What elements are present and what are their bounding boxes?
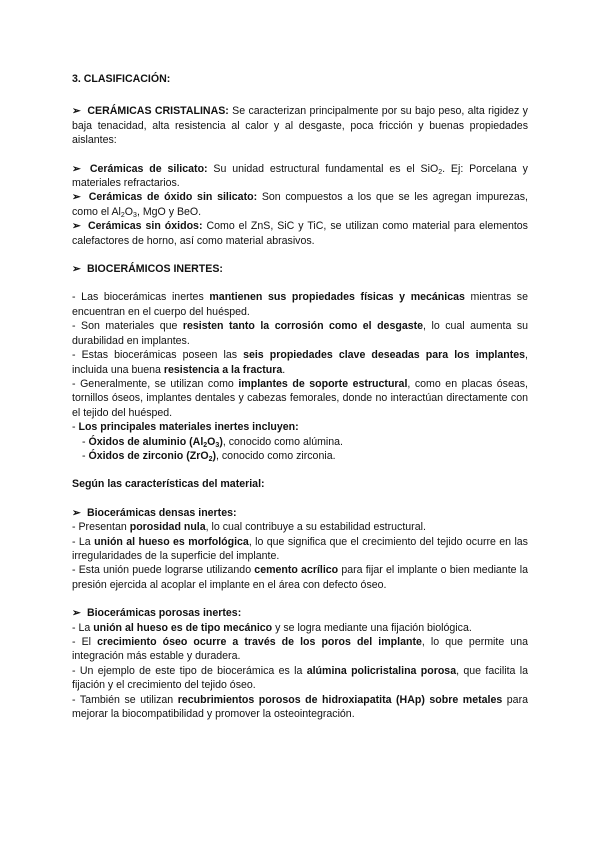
sin-oxidos-item: ➢ Cerámicas sin óxidos: Como el ZnS, SiC y TiC, se utilizan como material para elementos calefactores de horno, así como material abrasivos. <box>72 220 528 247</box>
document-page <box>72 72 528 721</box>
arrow-bullet-icon: ➢ <box>72 607 81 620</box>
bioinertes-p1: - Las biocerámicas inertes mantienen sus propiedades físicas y mecánicas mientras se encuentran en el cuerpo del huésped. <box>72 291 528 318</box>
porosas-title: ➢ Biocerámicas porosas inertes: <box>72 607 242 620</box>
arrow-bullet-icon: ➢ <box>72 506 81 519</box>
cristalinas-paragraph: ➢ CERÁMICAS CRISTALINAS: Se caracterizan principalmente por su bajo peso, alta rigidez y baja tenacidad, alta resistencia al calor y al desgaste, poca fricción y buenas propiedades aislantes: <box>72 105 528 147</box>
arrow-bullet-icon: ➢ <box>72 191 81 204</box>
porosas-p4: - También se utilizan recubrimientos porosos de hidroxiapatita (HAp) sobre metales para mejorar la biocompatibilidad y promover la osteointegración. <box>72 693 528 721</box>
segun-heading: Según las características del material: <box>72 478 265 491</box>
bioinertes-p4: - Generalmente, se utilizan como implantes de soporte estructural, como en placas óseas, tornillos óseos, implantes dentales y cabezas femorales, donde no interactúan directamente con el tejido del huésped. <box>72 377 529 419</box>
bioinertes-p5: - Los principales materiales inertes incluyen: <box>72 421 299 434</box>
list-item-alumina: - Óxidos de aluminio $(Al_2O_3)$, conocido como alúmina. <box>82 435 343 449</box>
arrow-bullet-icon: ➢ <box>72 105 81 118</box>
porosas-p1: - La unión al hueso es de tipo mecánico y se logra mediante una fijación biológica. <box>72 621 472 634</box>
section-title: 3. CLASIFICACIÓN: <box>72 73 171 85</box>
list-item-zirconia: - Óxidos de zirconio (ZrO$_2$), conocido como zirconia. <box>82 449 336 463</box>
densas-p2: - La unión al hueso es morfológica, lo que significa que el crecimiento del tejido ocurre en las irregularidades de la superficie del implante. <box>72 535 528 562</box>
oxido-item: ➢ Cerámicas de óxido sin silicato: Son compuestos a los que se les agregan impurezas, como el $Al_2O_3$, MgO y BeO. <box>72 191 528 219</box>
densas-title: ➢ Biocerámicas densas inertes: <box>72 506 237 519</box>
bioinertes-title: ➢ BIOCERÁMICOS INERTES: <box>72 263 223 276</box>
cristalinas-title: CERÁMICAS CRISTALINAS: <box>87 105 229 118</box>
silicato-item: ➢ Cerámicas de silicato: Su unidad estructural fundamental es el SiO$_2$. Ej: Porcelana y materiales refractarios. <box>72 162 528 190</box>
porosas-p3: - Un ejemplo de este tipo de biocerámica es la alúmina policristalina porosa, que facilita la fijación y el crecimiento del tejido óseo. <box>72 664 528 692</box>
bioinertes-p3: - Estas biocerámicas poseen las seis propiedades clave deseadas para los implantes, incluida una buena resistencia a la fractura. <box>72 349 528 376</box>
densas-p3: - Esta unión puede lograrse utilizando cemento acrílico para fijar el implante o bien mediante la presión ejercida al acoplar el implante en el área con defecto óseo. <box>72 564 528 591</box>
arrow-bullet-icon: ➢ <box>72 162 81 175</box>
arrow-bullet-icon: ➢ <box>72 263 81 276</box>
densas-p1: - Presentan porosidad nula, lo cual contribuye a su estabilidad estructural. <box>72 521 426 534</box>
bioinertes-p2: - Son materiales que resisten tanto la corrosión como el desgaste, lo cual aumenta su durabilidad en implantes. <box>72 320 529 347</box>
arrow-bullet-icon: ➢ <box>72 220 81 233</box>
porosas-p2: - El crecimiento óseo ocurre a través de los poros del implante, lo que permite una integración más estable y duradera. <box>72 636 528 663</box>
